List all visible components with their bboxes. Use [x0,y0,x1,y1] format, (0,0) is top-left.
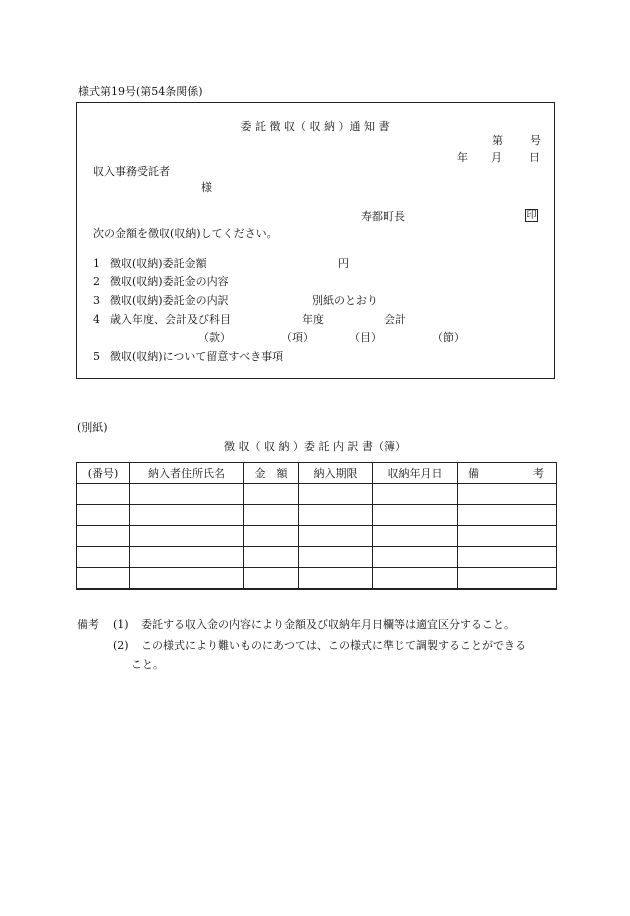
item-5-label: 徴収(収納)について留意すべき事項 [110,350,284,363]
notice-frame [76,102,555,379]
item-5-number: 5 [93,350,100,363]
notice-title: 委 託 徴 収（ 収 納 ）通 知 書 [240,120,390,133]
item-4-nendo: 年度 [302,313,324,326]
table-row [77,547,557,568]
remark-1-text: 委託する収入金の内容により金額及び収納年月日欄等は適宜区分すること。 [141,618,515,631]
seal-mark: 印 [526,210,537,221]
date-month: 月 [491,151,502,164]
item-4-number: 4 [93,313,100,326]
item-1-yen: 円 [338,257,349,270]
remarks-bi: 備 [468,466,479,480]
column-header-remarks [458,463,557,484]
date-day: 日 [529,151,540,164]
remarks-label: 備考 [77,618,99,631]
table-header-row [77,463,557,484]
item-3-number: 3 [93,294,100,307]
remark-1-number: (1) [113,618,129,631]
attachment-label: (別紙) [77,421,108,434]
kan-label: （款） [198,331,231,344]
item-1-label: 徴収(収納)委託金額 [110,257,207,270]
column-header-receipt-date: 収納年月日 [373,463,458,484]
remark-2-number: (2) [113,639,129,652]
table-row [77,526,557,547]
item-2-number: 2 [93,275,100,288]
moku-label: （目） [349,331,382,344]
column-header-payer: 納入者住所氏名 [130,463,244,484]
item-4-kaikei: 会計 [384,313,406,326]
column-header-amount: 金 額 [244,463,299,484]
item-1-number: 1 [93,257,100,270]
table-row [77,568,557,590]
number-go: 号 [530,134,541,147]
form-number-label: 様式第19号(第54条関係) [78,85,203,98]
setsu-label: （節） [432,331,465,344]
detail-table [76,462,557,590]
addressee-sama: 様 [201,181,212,194]
column-header-due-date: 納入期限 [299,463,373,484]
item-2-label: 徴収(収納)委託金の内容 [110,275,229,288]
table-row [77,505,557,526]
attachment-title: 徴 収（ 収 納 ）委 託 内 訳 書（簿） [224,440,406,453]
item-3-label: 徴収(収納)委託金の内訳 [110,294,229,307]
item-3-value: 別紙のとおり [312,294,378,307]
remarks-kou: 考 [533,466,544,480]
remark-2-line-2: こと。 [131,658,164,671]
kou-label: （項） [281,331,314,344]
column-header-number: (番号) [77,463,130,484]
remark-2-line-1: この様式により難いものにあつては、この様式に準じて調製することができる [141,639,526,652]
intro-text: 次の金額を徴収(収納)してください。 [93,227,278,240]
date-year: 年 [457,151,468,164]
table-row [77,484,557,505]
number-dai: 第 [492,134,503,147]
addressee: 収入事務受託者 [93,165,170,178]
item-4-label: 歳入年度、会計及び科目 [110,313,231,326]
issuer-name: 寿都町長 [361,210,405,223]
